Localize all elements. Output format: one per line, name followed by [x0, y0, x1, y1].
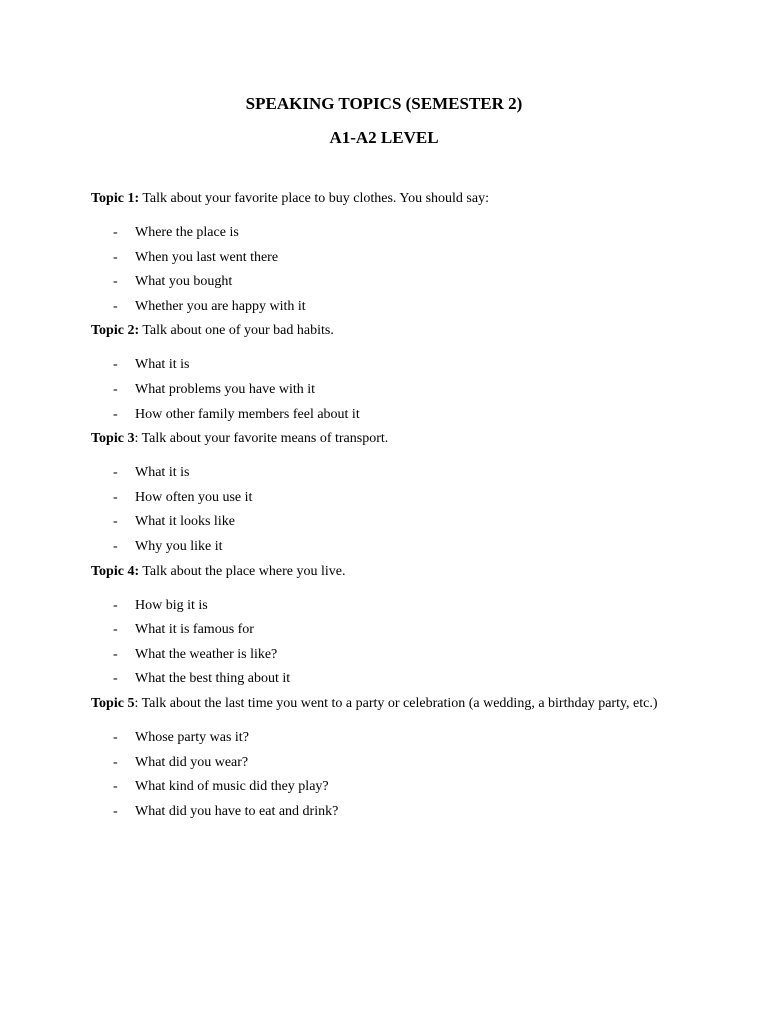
- list-item-text: When you last went there: [135, 249, 279, 265]
- list-item-text: What it looks like: [135, 514, 235, 530]
- topic-section-4: [91, 562, 731, 690]
- list-item-text: How other family members feel about it: [135, 406, 360, 422]
- topic-section-5: [91, 694, 731, 822]
- list-item: [91, 380, 731, 400]
- topic-prompt: Talk about the place where you live.: [139, 563, 346, 579]
- topic-label: Topic 1:: [91, 191, 140, 206]
- dash-bullet: -: [113, 381, 118, 397]
- dash-bullet: -: [113, 225, 118, 240]
- list-item: [91, 802, 731, 822]
- document-title: SPEAKING TOPICS (SEMESTER 2): [245, 94, 523, 113]
- topic-prompt: : Talk about the last time you went to a party or celebration (a wedding, a birthday party, etc.): [134, 695, 658, 711]
- list-item: [91, 463, 731, 483]
- list-item: [91, 753, 731, 773]
- list-item: [91, 248, 731, 268]
- list-item-text: How big it is: [135, 597, 208, 613]
- topic-heading: [91, 429, 731, 449]
- topic-label: Topic 4:: [91, 563, 140, 579]
- topic-section-3: [91, 429, 731, 557]
- list-item-text: What problems you have with it: [135, 381, 316, 397]
- topic-label: Topic 3: [91, 431, 135, 447]
- dash-bullet: -: [113, 779, 118, 795]
- list-item-text: What it is: [135, 357, 190, 373]
- list-item-text: What kind of music did they play?: [135, 779, 329, 795]
- topic-heading: [91, 562, 731, 582]
- topic-section-1: [91, 189, 731, 317]
- topic-heading: [91, 321, 731, 341]
- list-item-text: Why you like it: [135, 538, 223, 554]
- dash-bullet: -: [113, 357, 118, 373]
- topics-container: [91, 189, 731, 826]
- dash-bullet: -: [113, 597, 118, 613]
- topic-label: Topic 2:: [91, 323, 140, 339]
- topic-label: Topic 5: [91, 695, 135, 711]
- topic-section-2: [91, 321, 731, 424]
- list-item: [91, 223, 731, 243]
- list-item: [91, 537, 731, 557]
- list-item-text: Where the place is: [135, 225, 239, 240]
- dash-bullet: -: [113, 646, 118, 662]
- list-item: [91, 596, 731, 616]
- list-item: [91, 777, 731, 797]
- topic-prompt: Talk about one of your bad habits.: [139, 323, 334, 339]
- topic-prompt: Talk about your favorite place to buy clothes. You should say:: [139, 191, 489, 206]
- dash-bullet: -: [113, 671, 118, 687]
- list-item: [91, 272, 731, 292]
- dash-bullet: -: [113, 514, 118, 530]
- dash-bullet: -: [113, 465, 118, 481]
- topic-question-list: [91, 728, 731, 822]
- list-item: [91, 669, 731, 689]
- dash-bullet: -: [113, 274, 118, 290]
- list-item-text: What it is famous for: [135, 622, 254, 638]
- list-item: [91, 645, 731, 665]
- list-item-text: What it is: [135, 465, 190, 481]
- dash-bullet: -: [113, 406, 118, 422]
- list-item: [91, 488, 731, 508]
- dash-bullet: -: [113, 803, 118, 819]
- list-item-text: What you bought: [135, 274, 233, 290]
- list-item-text: Whose party was it?: [135, 729, 249, 745]
- list-item-text: What the best thing about it: [135, 671, 291, 687]
- list-item-text: Whether you are happy with it: [135, 298, 306, 314]
- topic-question-list: [91, 223, 731, 317]
- topic-question-list: [91, 463, 731, 557]
- level-heading: A1-A2 LEVEL: [329, 128, 439, 147]
- list-item-text: What the weather is like?: [135, 646, 278, 662]
- list-item: [91, 728, 731, 748]
- dash-bullet: -: [113, 298, 118, 314]
- list-item: [91, 512, 731, 532]
- topic-question-list: [91, 355, 731, 424]
- dash-bullet: -: [113, 729, 118, 745]
- dash-bullet: -: [113, 489, 118, 505]
- list-item-text: What did you have to eat and drink?: [135, 803, 339, 819]
- dash-bullet: -: [113, 622, 118, 638]
- list-item: [91, 405, 731, 425]
- topic-prompt: : Talk about your favorite means of transport.: [134, 431, 389, 447]
- topic-heading: [91, 189, 731, 209]
- dash-bullet: -: [113, 754, 118, 770]
- list-item: [91, 355, 731, 375]
- dash-bullet: -: [113, 538, 118, 554]
- list-item-text: What did you wear?: [135, 754, 249, 770]
- dash-bullet: -: [113, 249, 118, 265]
- topic-heading: [91, 694, 731, 714]
- list-item-text: How often you use it: [135, 489, 253, 505]
- topic-question-list: [91, 596, 731, 690]
- list-item: [91, 620, 731, 640]
- list-item: [91, 297, 731, 317]
